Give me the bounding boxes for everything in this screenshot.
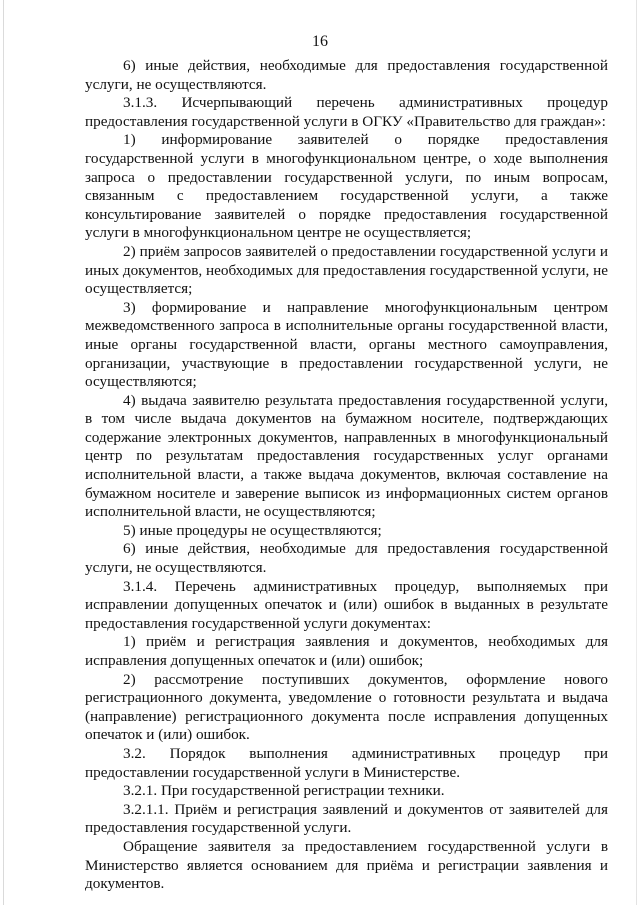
page-number: 16 [312, 33, 328, 50]
list-item-6-other-actions: 6) иные действия, необходимые для предоставления государственной услуги, не осуществляются. [85, 540, 608, 577]
paragraph-3-1-4-heading: 3.1.4. Перечень административных процедур, выполняемых при исправлении допущенных опечаток и (или) ошибок в выданных в результате предоставления государственной услуги документах: [85, 577, 608, 632]
paragraph-applicant-request: Обращение заявителя за предоставлением государственной услуги в Министерство является основанием для приёма и регистрации заявления и документов. [85, 837, 608, 893]
page-left-edge [3, 0, 4, 905]
list-item-3-interagency-request: 3) формирование и направление многофункциональным центром межведомственного запроса в исполнительные органы государственной власти, иные органы государственной власти, органы местного самоуправления, организации, участвующие в предоставлении государственной услуги, не осуществляются; [85, 298, 608, 391]
paragraph-3-2-1-heading: 3.2.1. При государственной регистрации техники. [123, 782, 445, 800]
paragraph-actions-not-performed-1: 6) иные действия, необходимые для предоставления государственной услуги, не осуществляются. [85, 57, 608, 93]
paragraph-3-1-3-heading: 3.1.3. Исчерпывающий перечень административных процедур предоставления государственной услуги в ОГКУ «Правительство для граждан»: [85, 94, 608, 130]
list-item-4-issuing-result: 4) выдача заявителю результата предоставления государственной услуги, в том числе выдача документов на бумажном носителе, подтверждающих содержание электронных документов, направленных в многофункциональный центр по результатам предоставления государственных услуг органами исполнительной власти, а также выдача документов, включая составление на бумажном носителе и заверение выписок из информационных систем органов исполнительной власти, не осуществляются; [85, 391, 608, 521]
list-item-1-informing: 1) информирование заявителей о порядке предоставления государственной услуги в многофункциональном центре, о ходе выполнения запроса о предоставлении государственной услуги, по иным вопросам, связанным с предоставлением государственной услуги, а также консультирование заявителей о порядке предоставления государственной услуги в многофункциональном центре не осуществляется; [85, 131, 608, 242]
list-item-1-application-registration: 1) приём и регистрация заявления и документов, необходимых для исправления допущенных опечаток и (или) ошибок; [85, 633, 608, 669]
document-text [85, 57, 608, 894]
list-item-2-receiving-requests: 2) приём запросов заявителей о предоставлении государственной услуги и иных документов, необходимых для предоставления государственной услуги, не осуществляется; [85, 242, 608, 298]
paragraph-3-2-1-1-heading: 3.2.1.1. Приём и регистрация заявлений и документов от заявителей для предоставления государственной услуги. [85, 800, 608, 837]
list-item-5-other-procedures: 5) иные процедуры не осуществляются; [123, 521, 382, 539]
page-right-edge [636, 0, 637, 905]
list-item-2-document-review: 2) рассмотрение поступивших документов, оформление нового регистрационного документа, уведомление о готовности результата и выдача (направление) регистрационного документа после исправления допущенных опечаток и (или) ошибок. [85, 670, 608, 744]
paragraph-3-2-heading: 3.2. Порядок выполнения административных процедур при предоставлении государственной услуги в Министерстве. [85, 744, 608, 781]
